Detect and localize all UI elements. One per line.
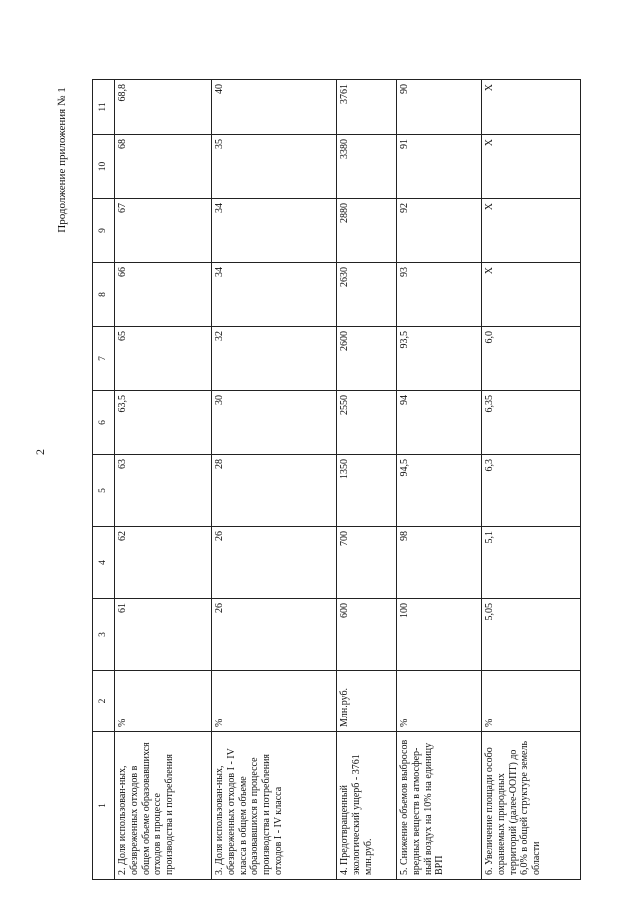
value-cell: 2880	[337, 199, 397, 263]
value-cell: 5,05	[482, 599, 581, 671]
value-cell: 600	[337, 599, 397, 671]
value-cell: 62	[115, 527, 212, 599]
header-cell: 9	[93, 199, 115, 263]
header-cell: 10	[93, 135, 115, 199]
value-cell: 65	[115, 327, 212, 391]
header-cell: 1	[93, 732, 115, 880]
value-cell: 93,5	[397, 327, 482, 391]
value-cell: 5,1	[482, 527, 581, 599]
value-cell: 92	[397, 199, 482, 263]
value-cell: 32	[212, 327, 337, 391]
value-cell: X	[482, 263, 581, 327]
header-cell: 4	[93, 527, 115, 599]
header-cell: 11	[93, 80, 115, 135]
page-number: 2	[33, 449, 47, 455]
value-cell: 2630	[337, 263, 397, 327]
value-cell: 63	[115, 455, 212, 527]
value-cell: 700	[337, 527, 397, 599]
header-cell: 3	[93, 599, 115, 671]
value-cell: 34	[212, 263, 337, 327]
table-row	[212, 80, 337, 880]
value-cell: 3761	[337, 80, 397, 135]
value-cell: 26	[212, 527, 337, 599]
indicator-name: 6. Увеличение площади особо охраняемых природных территорий (далее-ООПТ) до 6,0% в общей структуре земель области	[482, 732, 581, 880]
indicators-table	[92, 79, 581, 880]
header-cell: 5	[93, 455, 115, 527]
value-cell: X	[482, 80, 581, 135]
value-cell: 26	[212, 599, 337, 671]
value-cell: 40	[212, 80, 337, 135]
indicator-unit: %	[212, 671, 337, 732]
table-row	[115, 80, 212, 880]
indicator-unit: %	[115, 671, 212, 732]
value-cell: 91	[397, 135, 482, 199]
value-cell: 6,0	[482, 327, 581, 391]
indicator-unit: %	[482, 671, 581, 732]
value-cell: 2600	[337, 327, 397, 391]
value-cell: 61	[115, 599, 212, 671]
value-cell: 6,35	[482, 391, 581, 455]
value-cell: 90	[397, 80, 482, 135]
value-cell: 1350	[337, 455, 397, 527]
indicator-name: 3. Доля использован-ных, обезвреженных отходов I - IV класса в общем объеме образовавшихся в процессе производства и потребления отходов I - IV класса	[212, 732, 337, 880]
value-cell: 28	[212, 455, 337, 527]
indicator-name: 4. Предотвращенный экологический ущерб - 3761 млн.руб.	[337, 732, 397, 880]
value-cell: 93	[397, 263, 482, 327]
header-cell: 8	[93, 263, 115, 327]
table-row	[482, 80, 581, 880]
indicator-unit: %	[397, 671, 482, 732]
header-cell: 2	[93, 671, 115, 732]
value-cell: X	[482, 135, 581, 199]
indicator-name: 2. Доля использован-ных, обезвреженных отходов в общем объеме образовавшихся отходов в процессе производства и потребления	[115, 732, 212, 880]
indicator-name: 5. Снижение объемов выбросов вредных веществ в атмосфер-ный воздух на 10% на единицу ВРП	[397, 732, 482, 880]
value-cell: 94	[397, 391, 482, 455]
rotated-table-container	[92, 80, 580, 880]
value-cell: 68,8	[115, 80, 212, 135]
value-cell: X	[482, 199, 581, 263]
table-row	[397, 80, 482, 880]
table-row	[337, 80, 397, 880]
value-cell: 35	[212, 135, 337, 199]
value-cell: 67	[115, 199, 212, 263]
value-cell: 94,5	[397, 455, 482, 527]
value-cell: 66	[115, 263, 212, 327]
table-header-row	[93, 80, 115, 880]
indicator-unit: Млн.руб.	[337, 671, 397, 732]
value-cell: 30	[212, 391, 337, 455]
value-cell: 34	[212, 199, 337, 263]
value-cell: 2550	[337, 391, 397, 455]
header-cell: 6	[93, 391, 115, 455]
value-cell: 3380	[337, 135, 397, 199]
appendix-caption: Продолжение приложения № 1	[56, 87, 68, 233]
value-cell: 68	[115, 135, 212, 199]
value-cell: 98	[397, 527, 482, 599]
header-cell: 7	[93, 327, 115, 391]
value-cell: 100	[397, 599, 482, 671]
value-cell: 6,3	[482, 455, 581, 527]
value-cell: 63,5	[115, 391, 212, 455]
